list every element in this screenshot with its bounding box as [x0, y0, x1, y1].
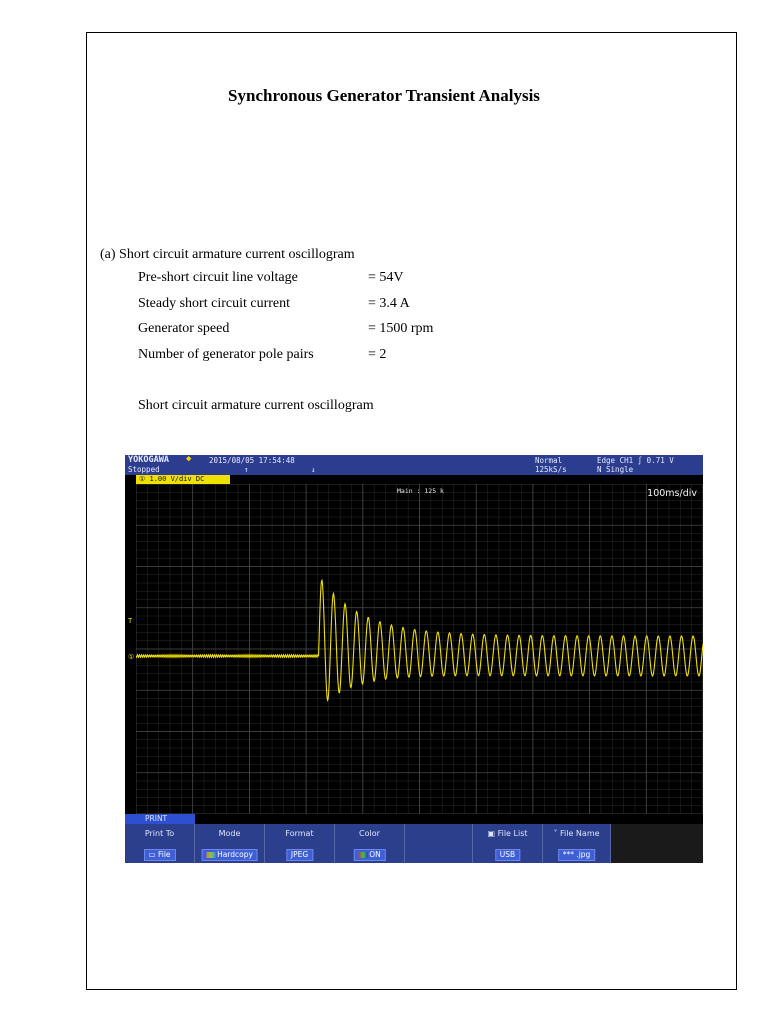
section-heading: (a) Short circuit armature current oscillogram [100, 247, 355, 262]
parameter-label: Generator speed [138, 321, 230, 336]
empty-softkey [405, 824, 473, 863]
scope-header [125, 455, 703, 475]
blank-softkey [611, 824, 703, 863]
scope-status: Stopped [128, 465, 160, 474]
softkey-value: *** .jpg [558, 849, 596, 861]
softkey-label: Format [285, 829, 314, 838]
parameter-label: Number of generator pole pairs [138, 346, 314, 362]
record-length-label: Main : 125 k [397, 487, 444, 495]
softkey-label: ˅ File Name [553, 829, 600, 838]
softkey-value: Hardcopy [201, 849, 258, 861]
softkey-value: ▭ File [143, 849, 175, 861]
softkey-value: JPEG [286, 849, 313, 861]
brand-diamond-icon: ◆ [186, 455, 192, 464]
trigger-position-icon: ↑ [244, 465, 249, 474]
softkey-value: ON [353, 849, 386, 861]
figure-caption: Short circuit armature current oscillogram [138, 398, 374, 413]
parameter-value: = 3.4 A [368, 295, 410, 311]
softkey-label: Color [359, 829, 380, 838]
parameter-value: = 1500 rpm [368, 321, 434, 336]
document-title: Synchronous Generator Transient Analysis [228, 86, 540, 105]
parameter-value: = 2 [368, 346, 387, 362]
channel-badge [136, 475, 230, 484]
scope-brand: YOKOGAWA [128, 455, 169, 465]
trigger-setting: Edge CH1 ∫ 0.71 V [597, 456, 674, 465]
file-name-softkey[interactable] [543, 824, 611, 863]
scope-datetime: 2015/08/05 17:54:48 [209, 456, 295, 465]
waveform-display [136, 484, 703, 814]
dropdown-icon: ˅ [553, 829, 560, 838]
trigger-delay-icon: ↓ [311, 465, 316, 474]
oscilloscope-screenshot [125, 455, 703, 863]
channel-1-icon: ① [139, 475, 146, 483]
timebase-label: 100ms/div [647, 488, 697, 499]
parameter-label: Pre-short circuit line voltage [138, 270, 298, 285]
parameter-value: = 54V [368, 270, 404, 285]
acquisition-mode: Normal [535, 456, 563, 465]
softkey-value: USB [495, 849, 520, 861]
trigger-level-marker-icon: T [128, 617, 133, 625]
sample-rate: 125kS/s [535, 465, 567, 474]
parameter-label: Steady short circuit current [138, 295, 291, 311]
print-tab[interactable]: PRINT [125, 814, 195, 824]
print-to-softkey[interactable] [125, 824, 195, 863]
softkey-menu [125, 824, 703, 863]
folder-icon: ▭ [148, 850, 158, 859]
ground-marker-icon: ① [128, 653, 135, 661]
softkey-label: Print To [144, 829, 175, 838]
format-softkey[interactable] [265, 824, 335, 863]
mode-softkey[interactable] [195, 824, 265, 863]
list-icon: ▣ [487, 829, 498, 838]
file-list-softkey[interactable] [473, 824, 543, 863]
color-icon [358, 852, 367, 858]
softkey-label: Mode [218, 829, 241, 838]
color-softkey[interactable] [335, 824, 405, 863]
trigger-mode: N Single [597, 465, 634, 474]
channel-scale: 1.00 V/div DC [149, 475, 205, 483]
hardcopy-icon [206, 852, 215, 858]
softkey-label: ▣ File List [487, 829, 528, 838]
